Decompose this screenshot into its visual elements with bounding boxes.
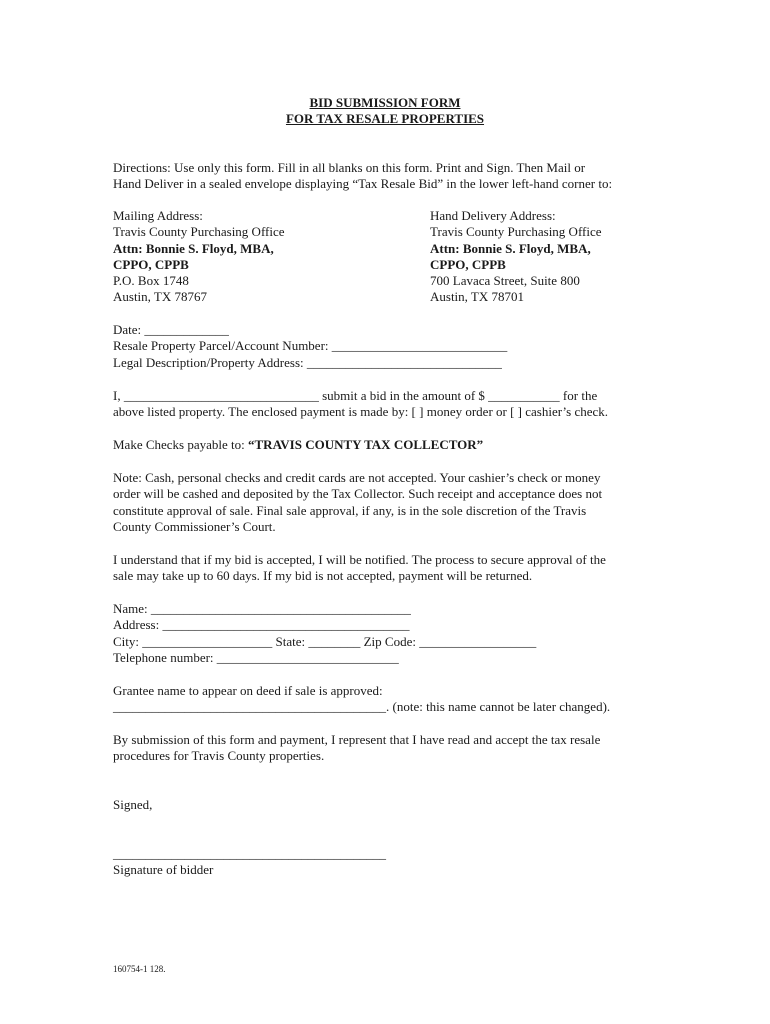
directions-line: Directions: Use only this form. Fill in all blanks on this form. Print and Sign. Then Mail or [113,160,586,175]
payable-line [113,437,673,453]
address-field[interactable]: Address: ______________________________________ [113,617,410,633]
name-field[interactable]: Name: ________________________________________ [113,601,411,616]
understand-paragraph [113,552,673,585]
directions [113,160,673,193]
delivery-heading: Hand Delivery Address: [430,208,556,223]
signed-label: Signed, [113,797,153,812]
legal-description-field[interactable]: Legal Description/Property Address: ______________________________ [113,354,502,370]
form-title: BID SUBMISSION FORM [309,95,461,110]
note-line: constitute approval of sale. Final sale approval, if any, is in the sole discretion of the Travis [113,502,587,518]
signature-label: Signature of bidder [113,862,214,877]
note-line: County Commissioner’s Court. [113,518,276,534]
bidder-info [113,601,673,666]
bid-statement [113,388,673,421]
payable-label: Make Checks payable to: [113,437,249,452]
delivery-attn: Attn: Bonnie S. Floyd, MBA, [430,240,591,256]
delivery-line1: 700 Lavaca Street, Suite 800 [430,273,580,289]
submission-line: procedures for Travis County properties. [113,748,325,764]
note-paragraph [113,470,673,535]
mailing-address [113,208,285,306]
mailing-line1: P.O. Box 1748 [113,273,189,289]
mailing-creds: CPPO, CPPB [113,256,189,272]
parcel-field[interactable]: Resale Property Parcel/Account Number: ___________________________ [113,338,508,354]
payable-value: “TRAVIS COUNTY TAX COLLECTOR” [248,437,484,452]
signature-line[interactable]: __________________________________________ [113,846,386,861]
date-field[interactable]: Date: _____________ [113,322,229,337]
delivery-address [430,208,602,306]
submission-paragraph [113,732,673,765]
delivery-line2: Austin, TX 78701 [430,289,525,305]
delivery-office: Travis County Purchasing Office [430,224,602,240]
note-line: order will be cashed and deposited by the Tax Collector. Such receipt and acceptance does not [113,486,603,502]
mailing-heading: Mailing Address: [113,208,203,223]
submission-line: By submission of this form and payment, I represent that I have read and accept the tax resale [113,732,601,747]
footer-code: 160754-1 128. [113,964,166,974]
grantee-label: Grantee name to appear on deed if sale is approved: [113,683,383,698]
mailing-attn: Attn: Bonnie S. Floyd, MBA, [113,240,274,256]
note-line: Note: Cash, personal checks and credit cards are not accepted. Your cashier’s check or money [113,470,601,485]
delivery-creds: CPPO, CPPB [430,256,506,272]
city-state-zip-field[interactable]: City: ____________________ State: ________ Zip Code: __________________ [113,633,537,649]
grantee-section [113,683,673,716]
property-fields [113,322,673,371]
telephone-field[interactable]: Telephone number: ____________________________ [113,649,399,665]
form-subtitle: FOR TAX RESALE PROPERTIES [285,111,485,126]
directions-line: Hand Deliver in a sealed envelope displaying “Tax Resale Bid” in the lower left-hand corner to: [113,176,613,192]
understand-line: sale may take up to 60 days. If my bid is not accepted, payment will be returned. [113,568,533,584]
mailing-office: Travis County Purchasing Office [113,224,285,240]
understand-line: I understand that if my bid is accepted, I will be notified. The process to secure approval of the [113,552,606,567]
payment-method-line[interactable]: above listed property. The enclosed payment is made by: [ ] money order or [ ] cashier’s check. [113,404,609,420]
grantee-field[interactable]: __________________________________________. (note: this name cannot be later changed). [113,699,611,715]
mailing-line2: Austin, TX 78767 [113,289,208,305]
bid-line[interactable]: I, ______________________________ submit a bid in the amount of $ ___________ for the [113,388,598,403]
